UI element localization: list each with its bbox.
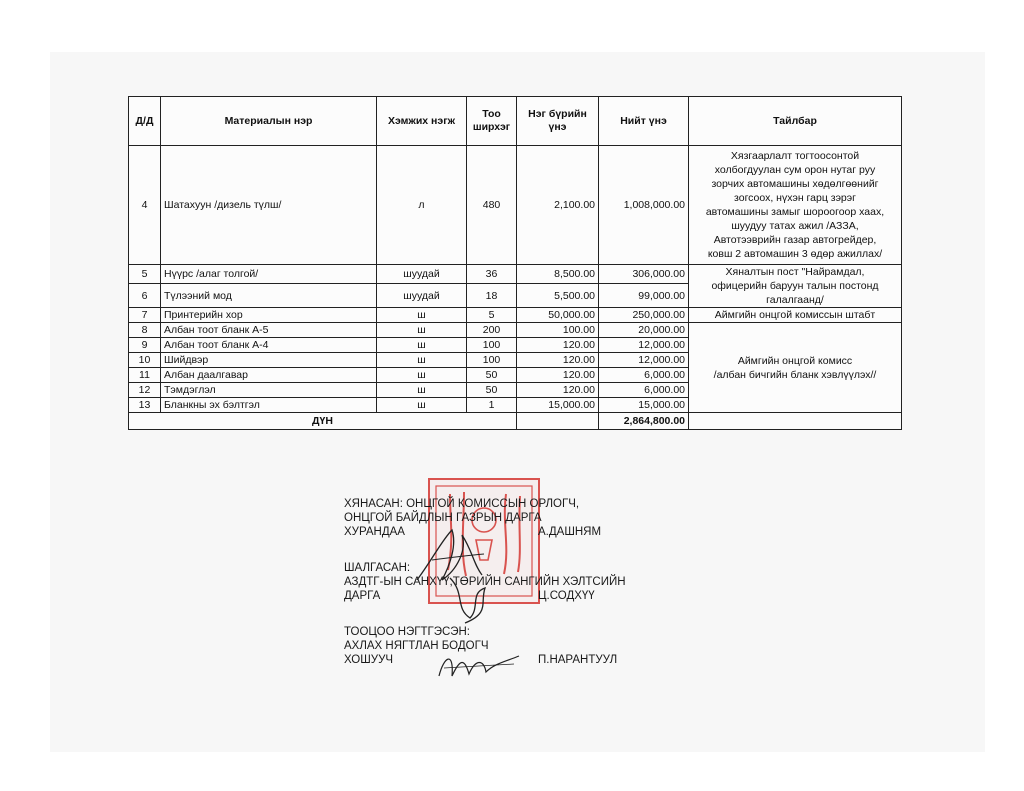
note-line: офицерийн баруун талын постонд bbox=[711, 280, 879, 292]
header-material-name: Материалын нэр bbox=[161, 97, 377, 146]
cell-name: Тэмдэглэл bbox=[161, 383, 377, 398]
cell-total: 12,000.00 bbox=[599, 338, 689, 353]
cell-total: 6,000.00 bbox=[599, 383, 689, 398]
prepared-line-3 bbox=[344, 653, 644, 667]
cell-unit: ш bbox=[377, 323, 467, 338]
total-note-cell bbox=[689, 413, 902, 430]
cell-price: 50,000.00 bbox=[517, 308, 599, 323]
cell-no: 4 bbox=[129, 146, 161, 265]
table-row bbox=[129, 308, 902, 323]
cell-unit: ш bbox=[377, 368, 467, 383]
checked-rank: ДАРГА bbox=[344, 590, 381, 602]
cell-unit: ш bbox=[377, 383, 467, 398]
cell-total: 6,000.00 bbox=[599, 368, 689, 383]
cell-total: 12,000.00 bbox=[599, 353, 689, 368]
cell-name: Албан даалгавар bbox=[161, 368, 377, 383]
cell-price: 2,100.00 bbox=[517, 146, 599, 265]
note-line: ковш 2 автомашин 3 өдөр ажиллах/ bbox=[707, 248, 883, 260]
cell-price: 120.00 bbox=[517, 338, 599, 353]
note-line: автомашины замыг шороогоор хаах, bbox=[705, 206, 885, 218]
cell-name: Албан тоот бланк А-5 bbox=[161, 323, 377, 338]
cell-qty: 5 bbox=[467, 308, 517, 323]
cell-unit: ш bbox=[377, 338, 467, 353]
cell-name: Албан тоот бланк А-4 bbox=[161, 338, 377, 353]
cell-qty: 1 bbox=[467, 398, 517, 413]
checked-name: Ц.СОДХҮҮ bbox=[538, 590, 595, 602]
cell-note-forms bbox=[689, 323, 902, 413]
note-line: холбогдуулан сум орон нутаг руу bbox=[714, 164, 876, 176]
cell-price: 5,500.00 bbox=[517, 284, 599, 308]
table-row bbox=[129, 265, 902, 284]
cell-unit: шуудай bbox=[377, 265, 467, 284]
cell-qty: 100 bbox=[467, 353, 517, 368]
approved-line-3 bbox=[344, 525, 644, 539]
table-row bbox=[129, 146, 902, 265]
note-line: Аймгийн онцгой комисс bbox=[737, 354, 853, 367]
cell-unit: ш bbox=[377, 398, 467, 413]
cell-qty: 200 bbox=[467, 323, 517, 338]
header-unit-price: Нэг бүрийн үнэ bbox=[517, 97, 599, 146]
note-line: галалгаанд/ bbox=[766, 294, 824, 306]
approved-rank: ХУРАНДАА bbox=[344, 526, 405, 538]
header-no: Д/Д bbox=[129, 97, 161, 146]
header-unit: Хэмжих нэгж bbox=[377, 97, 467, 146]
cell-no: 5 bbox=[129, 265, 161, 284]
cell-price: 120.00 bbox=[517, 353, 599, 368]
checked-line-2: АЗДТГ-ЫН САНХҮҮ,ТӨРИЙН САНГИЙН ХЭЛТСИЙН bbox=[344, 576, 626, 588]
cell-qty: 50 bbox=[467, 383, 517, 398]
cell-unit: шуудай bbox=[377, 284, 467, 308]
cell-qty: 100 bbox=[467, 338, 517, 353]
note-line: Автотээврийн газар автогрейдер, bbox=[713, 234, 877, 246]
cell-name: Бланкны эх бэлтгэл bbox=[161, 398, 377, 413]
cell-name: Нүүрс /алаг толгой/ bbox=[161, 265, 377, 284]
cell-qty: 480 bbox=[467, 146, 517, 265]
cell-price: 120.00 bbox=[517, 368, 599, 383]
cell-name: Шатахуун /дизель түлш/ bbox=[161, 146, 377, 265]
cell-no: 13 bbox=[129, 398, 161, 413]
cell-name: Шийдвэр bbox=[161, 353, 377, 368]
cell-unit: ш bbox=[377, 308, 467, 323]
note-line: /албан бичгийн бланк хэвлүүлэх// bbox=[713, 368, 877, 381]
prepared-line-2: АХЛАХ НЯГТЛАН БОДОГЧ bbox=[344, 640, 489, 652]
total-empty-cell bbox=[517, 413, 599, 430]
cell-total: 1,008,000.00 bbox=[599, 146, 689, 265]
table-row bbox=[129, 323, 902, 338]
cell-no: 6 bbox=[129, 284, 161, 308]
cell-total: 15,000.00 bbox=[599, 398, 689, 413]
cell-name: Түлээний мод bbox=[161, 284, 377, 308]
cell-no: 8 bbox=[129, 323, 161, 338]
cell-qty: 18 bbox=[467, 284, 517, 308]
checked-line-1: ШАЛГАСАН: bbox=[344, 562, 411, 574]
cell-price: 100.00 bbox=[517, 323, 599, 338]
cell-unit: ш bbox=[377, 353, 467, 368]
cell-note-printer: Аймгийн онцгой комиссын штабт bbox=[689, 308, 902, 323]
cell-total: 99,000.00 bbox=[599, 284, 689, 308]
cell-price: 15,000.00 bbox=[517, 398, 599, 413]
note-line: Хяналтын пост "Найрамдал, bbox=[725, 266, 865, 278]
note-line: зорчих автомашины хөдөлгөөнийг bbox=[711, 178, 879, 190]
prepared-line-1: ТООЦОО НЭГТГЭСЭН: bbox=[344, 626, 470, 638]
cell-name: Принтерийн хор bbox=[161, 308, 377, 323]
cell-qty: 36 bbox=[467, 265, 517, 284]
note-line: Хязгаарлалт тогтоосонтой bbox=[730, 150, 860, 162]
cell-qty: 50 bbox=[467, 368, 517, 383]
note-line: шуудуу татах ажил /АЗЗА, bbox=[731, 220, 859, 232]
cell-no: 12 bbox=[129, 383, 161, 398]
table-header-row bbox=[129, 97, 902, 146]
approved-line-2: ОНЦГОЙ БАЙДЛЫН ГАЗРЫН ДАРГА bbox=[344, 512, 542, 524]
header-quantity: Тоо ширхэг bbox=[467, 97, 517, 146]
cell-total: 20,000.00 bbox=[599, 323, 689, 338]
cell-no: 7 bbox=[129, 308, 161, 323]
total-label: ДҮН bbox=[129, 413, 517, 430]
prepared-rank: ХОШУУЧ bbox=[344, 654, 394, 666]
checked-line-3 bbox=[344, 589, 644, 603]
header-note: Тайлбар bbox=[689, 97, 902, 146]
note-line: зогсоох, нүхэн гарц зэрэг bbox=[734, 192, 856, 204]
prepared-name: П.НАРАНТУУЛ bbox=[538, 654, 618, 666]
cell-total: 306,000.00 bbox=[599, 265, 689, 284]
total-row bbox=[129, 413, 902, 430]
cell-note-post bbox=[689, 265, 902, 308]
cell-no: 10 bbox=[129, 353, 161, 368]
header-total-price: Нийт үнэ bbox=[599, 97, 689, 146]
cell-note-fuel bbox=[689, 146, 902, 265]
cell-price: 8,500.00 bbox=[517, 265, 599, 284]
cell-unit: л bbox=[377, 146, 467, 265]
cell-price: 120.00 bbox=[517, 383, 599, 398]
approved-name: А.ДАШНЯМ bbox=[538, 526, 602, 538]
approved-line-1: ХЯНАСАН: ОНЦГОЙ КОМИССЫН ОРЛОГЧ, bbox=[344, 498, 580, 510]
materials-table bbox=[128, 96, 902, 430]
signature-block bbox=[344, 497, 644, 667]
cell-no: 9 bbox=[129, 338, 161, 353]
total-value: 2,864,800.00 bbox=[599, 413, 689, 430]
cell-no: 11 bbox=[129, 368, 161, 383]
cell-total: 250,000.00 bbox=[599, 308, 689, 323]
